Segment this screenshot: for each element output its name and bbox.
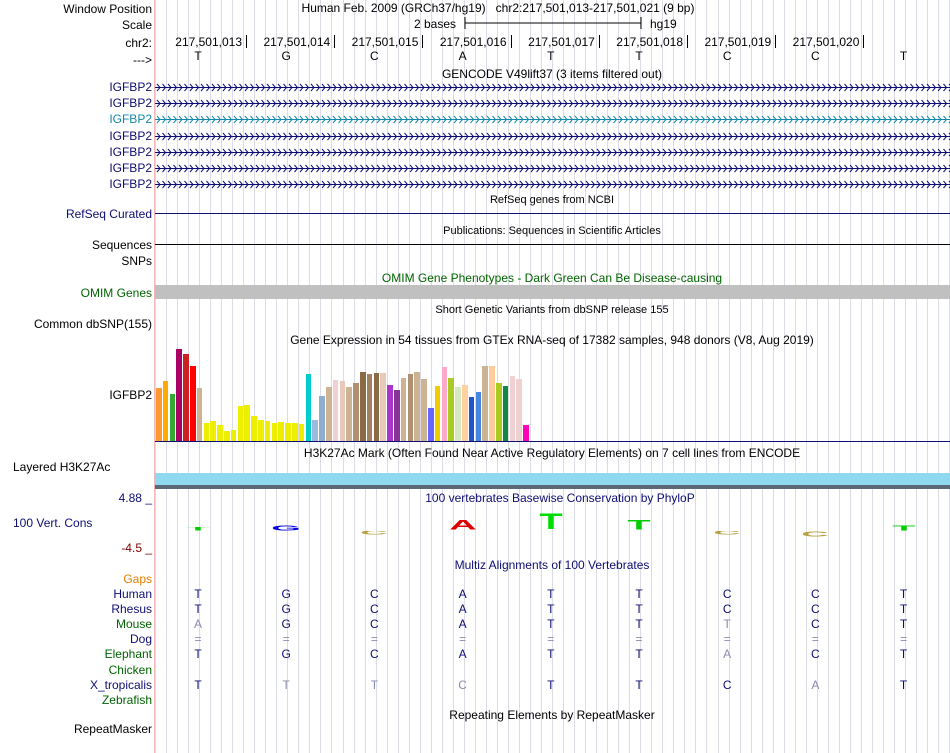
gencode-transcript[interactable] xyxy=(155,164,950,173)
gencode-transcript[interactable] xyxy=(155,132,950,141)
repeatmasker-label[interactable]: RepeatMasker xyxy=(73,722,152,736)
phylop-glyph: C xyxy=(360,531,389,535)
reference-base: G xyxy=(281,49,291,63)
phylop-logo[interactable] xyxy=(529,513,573,531)
gtex-tissue-bar[interactable] xyxy=(210,421,216,441)
refseq-label[interactable]: RefSeq Curated xyxy=(65,207,152,221)
gtex-tissue-bar[interactable] xyxy=(442,367,448,441)
gencode-title: GENCODE V49lift37 (3 items filtered out) xyxy=(441,67,663,81)
gtex-tissue-bar[interactable] xyxy=(231,430,237,441)
gtex-tissue-bar[interactable] xyxy=(190,366,196,441)
alignment-base: T xyxy=(194,677,202,692)
alignment-base: = xyxy=(723,632,731,647)
gtex-title: Gene Expression in 54 tissues from GTEx RNA-seq of 17382 samples, 948 donors (V8, Aug 2019) xyxy=(290,333,814,347)
alignment-base: C xyxy=(811,602,820,617)
coordinate-label: 217,501,019 xyxy=(704,35,772,49)
alignment-base: = xyxy=(459,632,467,647)
alignment-base: T xyxy=(547,677,555,692)
alignment-base: A xyxy=(458,617,467,632)
alignment-base: A xyxy=(723,647,732,662)
alignment-base: C xyxy=(370,617,379,632)
gtex-tissue-bar[interactable] xyxy=(299,424,305,441)
phylop-logo[interactable] xyxy=(617,520,661,531)
gtex-tissue-bar[interactable] xyxy=(353,383,359,441)
alignment-base: A xyxy=(193,617,202,632)
gtex-tissue-bar[interactable] xyxy=(496,383,502,441)
phylop-logo[interactable] xyxy=(264,525,308,531)
alignment-base: C xyxy=(370,587,379,601)
species-label[interactable]: X_tropicalis xyxy=(89,677,152,692)
h3k27ac-signal[interactable] xyxy=(155,473,950,485)
alignment-base: C xyxy=(722,587,732,601)
omim-feature-bar[interactable] xyxy=(155,285,950,299)
gtex-tissue-bar[interactable] xyxy=(360,372,366,441)
gtex-label[interactable]: IGFBP2 xyxy=(109,388,152,402)
species-label[interactable]: Rhesus xyxy=(111,602,152,617)
alignment-base: C xyxy=(458,677,467,692)
gtex-tissue-bar[interactable] xyxy=(340,381,346,441)
multiz-title: Multiz Alignments of 100 Vertebrates xyxy=(454,558,650,572)
alignment-base: T xyxy=(547,617,555,632)
scale-label: Scale xyxy=(121,18,152,32)
phylop-label[interactable]: 100 Vert. Cons xyxy=(13,516,93,530)
phylop-glyph: G xyxy=(271,525,301,531)
gtex-tissue-bar[interactable] xyxy=(306,374,312,441)
phylop-glyph: T xyxy=(627,520,651,531)
gtex-tissue-bar[interactable] xyxy=(176,349,182,441)
gtex-tissue-bar[interactable] xyxy=(435,386,441,441)
reference-base: C xyxy=(370,49,379,63)
scale-text: 2 bases xyxy=(414,17,457,31)
alignment-base: = xyxy=(370,632,378,647)
gtex-tissue-bar[interactable] xyxy=(285,423,291,441)
alignment-base: A xyxy=(458,587,467,601)
alignment-base: A xyxy=(458,647,467,662)
alignment-base: C xyxy=(811,617,820,632)
alignment-base: T xyxy=(899,617,908,632)
gtex-tissue-bar[interactable] xyxy=(448,378,454,441)
alignment-base: T xyxy=(899,647,908,662)
coordinate-label: 217,501,017 xyxy=(528,35,595,49)
alignment-base: C xyxy=(722,677,732,692)
alignment-base: T xyxy=(282,677,290,692)
reference-base: T xyxy=(194,49,202,63)
h3k27ac-signal-base xyxy=(155,485,950,489)
track-label-column xyxy=(0,0,154,753)
gencode-transcript[interactable] xyxy=(155,148,950,157)
alignment-base: = xyxy=(282,632,290,647)
phylop-logo[interactable] xyxy=(882,525,926,531)
gtex-tissue-bar[interactable] xyxy=(516,379,522,441)
alignment-base: C xyxy=(811,587,820,601)
track-image-area[interactable] xyxy=(155,0,950,753)
genome-name: hg19 xyxy=(650,17,677,31)
gtex-tissue-bar[interactable] xyxy=(408,374,414,441)
phylop-glyph: T xyxy=(891,525,916,531)
alignment-base: A xyxy=(458,602,467,617)
species-label[interactable]: Elephant xyxy=(104,647,152,662)
gtex-tissue-bar[interactable] xyxy=(272,423,278,441)
gtex-tissue-bar[interactable] xyxy=(265,421,271,441)
gtex-tissue-bar[interactable] xyxy=(489,366,495,441)
alignment-base: C xyxy=(370,602,379,617)
h3k27ac-title: H3K27Ac Mark (Often Found Near Active Regulatory Elements) on 7 cell lines from ENCODE xyxy=(303,446,801,460)
gtex-bar-chart[interactable] xyxy=(155,347,950,441)
species-label[interactable]: Mouse xyxy=(115,617,152,632)
phylop-logo[interactable] xyxy=(441,520,485,531)
gencode-item-label[interactable]: IGFBP2 xyxy=(109,80,152,94)
phylop-logo[interactable] xyxy=(352,531,396,535)
gtex-tissue-bar[interactable] xyxy=(238,406,244,441)
gtex-tissue-bar[interactable] xyxy=(510,376,516,441)
gtex-tissue-bar[interactable] xyxy=(476,392,482,441)
phylop-max-label: 4.88 _ xyxy=(118,491,152,505)
alignment-base: = xyxy=(811,632,819,647)
phylop-logo[interactable] xyxy=(793,531,837,537)
coordinate-label: 217,501,015 xyxy=(351,35,419,49)
gtex-tissue-bar[interactable] xyxy=(224,431,230,441)
reference-base: C xyxy=(722,49,732,63)
reference-base: T xyxy=(635,49,643,63)
coordinate-label: 217,501,013 xyxy=(175,35,242,49)
gtex-tissue-bar[interactable] xyxy=(183,354,189,441)
phylop-glyph: T xyxy=(539,513,563,531)
alignment-base: T xyxy=(723,617,731,632)
gtex-tissue-bar[interactable] xyxy=(170,394,176,441)
strand-label: ---> xyxy=(133,53,152,67)
gencode-transcript[interactable] xyxy=(155,99,950,108)
alignment-base: = xyxy=(900,632,908,647)
position-readout: chr2:217,501,013-217,501,021 (9 bp) xyxy=(495,1,695,15)
phylop-glyph: A xyxy=(448,520,477,531)
alignment-base: = xyxy=(547,632,555,647)
phylop-logo[interactable] xyxy=(705,531,749,535)
gtex-tissue-bar[interactable] xyxy=(204,423,210,441)
window-position-label: Window Position xyxy=(63,2,152,16)
coordinate-tick xyxy=(863,35,864,48)
gtex-tissue-bar[interactable] xyxy=(455,387,461,441)
alignment-base: T xyxy=(635,617,643,632)
alignment-base: C xyxy=(811,647,820,662)
snps-label[interactable]: SNPs xyxy=(121,254,152,268)
refseq-feature-line[interactable] xyxy=(155,213,950,214)
gtex-tissue-bar[interactable] xyxy=(469,397,475,441)
sequences-label[interactable]: Sequences xyxy=(91,238,152,252)
phylop-logo[interactable] xyxy=(176,527,220,531)
gtex-tissue-bar[interactable] xyxy=(333,380,339,441)
coordinate-label: 217,501,020 xyxy=(792,35,860,49)
gtex-tissue-bar[interactable] xyxy=(482,366,488,441)
phylop-glyph: T xyxy=(186,527,210,531)
gtex-tissue-bar[interactable] xyxy=(414,372,420,441)
alignment-base: T xyxy=(899,587,908,601)
publications-feature-line[interactable] xyxy=(155,244,950,245)
gaps-label: Gaps xyxy=(123,572,152,586)
gencode-item-label[interactable]: IGFBP2 xyxy=(109,128,152,143)
alignment-base: T xyxy=(194,587,202,601)
gtex-tissue-bar[interactable] xyxy=(503,386,509,441)
gtex-tissue-bar[interactable] xyxy=(387,385,393,441)
alignment-base: T xyxy=(547,587,555,601)
gtex-tissue-bar[interactable] xyxy=(258,420,264,441)
alignment-base: G xyxy=(281,587,291,601)
alignment-base: = xyxy=(635,632,643,647)
phylop-glyph: C xyxy=(801,531,830,537)
gtex-tissue-bar[interactable] xyxy=(319,396,325,441)
alignment-base: G xyxy=(281,647,291,662)
gtex-tissue-bar[interactable] xyxy=(244,405,250,441)
gtex-baseline xyxy=(155,441,950,442)
gencode-transcript[interactable] xyxy=(155,83,950,92)
reference-base: T xyxy=(547,49,555,63)
gtex-tissue-bar[interactable] xyxy=(326,387,332,441)
gtex-tissue-bar[interactable] xyxy=(292,423,298,441)
gencode-item-label[interactable]: IGFBP2 xyxy=(109,96,152,111)
alignment-base: G xyxy=(281,602,291,617)
reference-base: T xyxy=(899,49,908,63)
gencode-item-label[interactable]: IGFBP2 xyxy=(109,144,152,159)
phylop-title: 100 vertebrates Basewise Conservation by PhyloP xyxy=(425,491,695,505)
gtex-tissue-bar[interactable] xyxy=(278,422,284,441)
phylop-glyph: C xyxy=(713,531,741,535)
gtex-tissue-bar[interactable] xyxy=(428,408,434,441)
gencode-transcript[interactable] xyxy=(155,180,950,189)
alignment-base: T xyxy=(899,677,908,692)
alignment-base: T xyxy=(194,647,202,662)
publications-title: Publications: Sequences in Scientific Articles xyxy=(443,225,661,237)
h3k27ac-label[interactable]: Layered H3K27Ac xyxy=(13,460,111,474)
gtex-tissue-bar[interactable] xyxy=(163,381,169,441)
coordinate-label: 217,501,014 xyxy=(263,35,331,49)
gtex-tissue-bar[interactable] xyxy=(367,374,373,441)
gencode-transcript[interactable] xyxy=(155,115,950,124)
alignment-base: T xyxy=(370,677,379,692)
gtex-tissue-bar[interactable] xyxy=(421,379,427,441)
alignment-base: = xyxy=(194,632,202,647)
species-label[interactable]: Human xyxy=(113,587,152,601)
alignment-base: C xyxy=(722,602,732,617)
gtex-tissue-bar[interactable] xyxy=(462,385,468,441)
alignment-base: T xyxy=(194,602,202,617)
coordinate-label: 217,501,016 xyxy=(439,35,507,49)
reference-base: C xyxy=(811,49,820,63)
species-label[interactable]: Chicken xyxy=(108,662,152,677)
gtex-tissue-bar[interactable] xyxy=(380,373,386,441)
gencode-item-label[interactable]: IGFBP2 xyxy=(109,112,152,127)
alignment-base: T xyxy=(635,602,643,617)
omim-title: OMIM Gene Phenotypes - Dark Green Can Be Disease-causing xyxy=(381,271,723,285)
scale-bar xyxy=(155,0,950,30)
gtex-tissue-bar[interactable] xyxy=(217,425,223,441)
gencode-item-label[interactable]: IGFBP2 xyxy=(109,177,152,192)
gtex-tissue-bar[interactable] xyxy=(394,390,400,441)
phylop-min-label: -4.5 _ xyxy=(121,541,152,555)
dbsnp-title: Short Genetic Variants from dbSNP release 155 xyxy=(435,304,669,316)
species-label[interactable]: Dog xyxy=(129,632,152,647)
alignment-base: T xyxy=(635,677,643,692)
chrom-label: chr2: xyxy=(125,36,152,50)
gtex-tissue-bar[interactable] xyxy=(197,388,203,441)
species-label[interactable]: Zebrafish xyxy=(101,692,152,707)
dbsnp-label[interactable]: Common dbSNP(155) xyxy=(33,317,152,331)
alignment-base: A xyxy=(811,677,820,692)
gtex-tissue-bar[interactable] xyxy=(374,373,380,441)
coordinate-label: 217,501,018 xyxy=(616,35,683,49)
alignment-base: T xyxy=(547,602,555,617)
gtex-tissue-bar[interactable] xyxy=(523,425,529,441)
refseq-title: RefSeq genes from NCBI xyxy=(489,194,615,206)
alignment-base: T xyxy=(899,602,908,617)
gtex-tissue-bar[interactable] xyxy=(251,416,257,441)
gencode-item-label[interactable]: IGFBP2 xyxy=(109,161,152,175)
assembly-name: Human Feb. 2009 (GRCh37/hg19) xyxy=(301,1,486,15)
omim-label[interactable]: OMIM Genes xyxy=(80,286,152,300)
gtex-tissue-bar[interactable] xyxy=(346,387,352,441)
alignment-base: T xyxy=(635,587,643,601)
gtex-tissue-bar[interactable] xyxy=(401,378,407,441)
repeatmasker-title: Repeating Elements by RepeatMasker xyxy=(449,708,655,722)
alignment-base: T xyxy=(635,647,643,662)
alignment-base: G xyxy=(281,617,291,632)
gtex-tissue-bar[interactable] xyxy=(312,420,318,441)
reference-base: A xyxy=(458,49,467,63)
alignment-base: C xyxy=(370,647,379,662)
alignment-base: T xyxy=(547,647,555,662)
gtex-tissue-bar[interactable] xyxy=(156,388,162,441)
